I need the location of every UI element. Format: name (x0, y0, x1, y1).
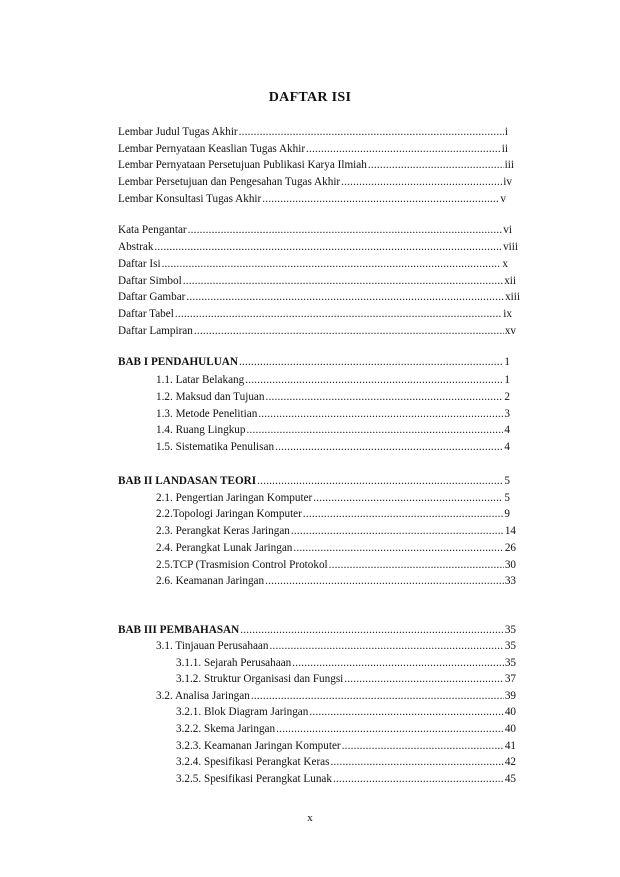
toc-entry-page: 14 (504, 525, 516, 537)
toc-entry-label: 2.6. Keamanan Jaringan (156, 575, 265, 587)
dot-leader (291, 524, 504, 538)
toc-entry-label: BAB II LANDASAN TEORI (118, 475, 257, 487)
dot-leader (293, 541, 503, 555)
toc-entry-label: 3.1. Tinjauan Perusahaan (156, 640, 269, 652)
dot-leader (186, 290, 504, 304)
toc-entry (176, 755, 516, 769)
dot-leader (240, 623, 504, 637)
toc-entry-label: Daftar Isi (118, 258, 161, 270)
dot-leader (333, 772, 504, 786)
toc-entry-label: Kata Pengantar (118, 224, 187, 236)
dot-leader (247, 423, 504, 437)
toc-entry-page: 39 (504, 690, 516, 702)
toc-entry-page: 5 (504, 475, 510, 487)
toc-entry-page: 35 (504, 624, 516, 636)
dot-leader (239, 355, 503, 369)
toc-entry (176, 772, 516, 786)
dot-leader (188, 223, 503, 237)
toc-entry (118, 257, 508, 271)
toc-entry (156, 423, 510, 437)
toc-entry-label: 3.2.1. Blok Diagram Jaringan (176, 706, 309, 718)
toc-entry (176, 672, 516, 686)
dot-leader (262, 192, 499, 206)
toc-entry (156, 507, 510, 521)
dot-leader (257, 474, 503, 488)
toc-entry-chapter (118, 623, 516, 637)
toc-entry-label: 3.2.5. Spesifikasi Perangkat Lunak (176, 773, 332, 785)
toc-entry-page: 41 (504, 740, 516, 752)
toc-entry (156, 390, 510, 404)
toc-entry-page: xiii (505, 291, 520, 303)
dot-leader (330, 755, 503, 769)
dot-leader (344, 672, 504, 686)
toc-entry-label: Lembar Persetujuan dan Pengesahan Tugas Akhir (118, 176, 341, 188)
toc-entry-label: 1.2. Maksud dan Tujuan (156, 391, 265, 403)
toc-entry (118, 192, 506, 206)
toc-entry-page: 3 (504, 408, 510, 420)
dot-leader (154, 240, 502, 254)
toc-entry-page: 35 (504, 640, 516, 652)
toc-entry (118, 324, 516, 338)
dot-leader (313, 491, 503, 505)
dot-leader (368, 158, 504, 172)
toc-entry (156, 689, 516, 703)
toc-entry-page: viii (503, 241, 518, 253)
toc-entry-chapter (118, 474, 510, 488)
dot-leader (245, 373, 503, 387)
toc-entry-page: 45 (504, 773, 516, 785)
toc-entry-page: 30 (504, 559, 516, 571)
toc-entry-page: 5 (504, 492, 510, 504)
toc-entry (156, 440, 510, 454)
dot-leader (275, 440, 503, 454)
dot-leader (265, 390, 503, 404)
toc-entry-label: 1.3. Metode Penelitian (156, 408, 258, 420)
toc-entry-label: Abstrak (118, 241, 154, 253)
toc-entry (176, 722, 516, 736)
toc-entry-label: 1.1. Latar Belakang (156, 374, 245, 386)
toc-entry (176, 739, 516, 753)
toc-entry-page: i (504, 126, 508, 138)
toc-entry-label: 3.1.1. Sejarah Perusahaan (176, 657, 292, 669)
dot-leader (239, 125, 504, 139)
toc-entry-page: x (502, 258, 508, 270)
dot-leader (162, 257, 502, 271)
toc-entry-label: Lembar Pernyataan Keaslian Tugas Akhir (118, 143, 306, 155)
toc-entry (156, 639, 516, 653)
toc-entry-page: 42 (504, 756, 516, 768)
toc-entry-page: 37 (504, 673, 516, 685)
toc-entry-page: ii (501, 143, 508, 155)
toc-entry-label: 2.2.Topologi Jaringan Komputer (156, 508, 302, 520)
toc-entry-page: 4 (504, 424, 510, 436)
toc-entry (156, 574, 516, 588)
toc-entry-page: vi (503, 224, 512, 236)
toc-entry-page: 35 (504, 657, 516, 669)
toc-entry-page: iv (503, 176, 512, 188)
toc-entry-page: xv (504, 325, 516, 337)
dot-leader (292, 656, 504, 670)
toc-entry-page: 1 (504, 374, 510, 386)
toc-entry-label: 3.2.3. Keamanan Jaringan Komputer (176, 740, 341, 752)
toc-entry-page: 2 (504, 391, 510, 403)
dot-leader (341, 175, 502, 189)
toc-entry-label: Lembar Pernyataan Persetujuan Publikasi Karya Ilmiah (118, 159, 367, 171)
toc-entry (118, 158, 514, 172)
toc-entry-label: BAB I PENDAHULUAN (118, 356, 238, 368)
toc-entry-label: 2.1. Pengertian Jaringan Komputer (156, 492, 313, 504)
toc-entry-page: 1 (504, 356, 510, 368)
toc-entry-label: Lembar Judul Tugas Akhir (118, 126, 238, 138)
toc-entry (156, 524, 516, 538)
toc-entry (118, 290, 520, 304)
toc-entry-label: 1.4. Ruang Lingkup (156, 424, 246, 436)
page-number: x (307, 812, 313, 824)
toc-entry-label: BAB III PEMBAHASAN (118, 624, 240, 636)
page-title: DAFTAR ISI (268, 90, 352, 105)
toc-entry-label: 1.5. Sistematika Penulisan (156, 441, 275, 453)
dot-leader (309, 705, 503, 719)
toc-entry (118, 175, 512, 189)
toc-entry-chapter (118, 355, 510, 369)
toc-entry-label: 3.2.4. Spesifikasi Perangkat Keras (176, 756, 330, 768)
dot-leader (342, 739, 504, 753)
toc-entry-page: xii (504, 275, 516, 287)
toc-entry (118, 223, 512, 237)
toc-entry-label: 2.3. Perangkat Keras Jaringan (156, 525, 290, 537)
toc-entry (118, 274, 516, 288)
dot-leader (270, 639, 504, 653)
toc-entry-page: ix (503, 308, 512, 320)
toc-entry (156, 407, 510, 421)
toc-entry-page: iii (504, 159, 514, 171)
toc-entry (156, 558, 516, 572)
dot-leader (276, 722, 504, 736)
toc-entry (118, 142, 508, 156)
toc-entry-page: 4 (504, 441, 510, 453)
dot-leader (251, 689, 504, 703)
toc-entry-label: 3.2.2. Skema Jaringan (176, 723, 276, 735)
toc-entry-page: 26 (504, 542, 516, 554)
toc-entry (156, 541, 516, 555)
toc-entry (118, 125, 508, 139)
toc-entry-label: Lembar Konsultasi Tugas Akhir (118, 193, 262, 205)
dot-leader (329, 558, 504, 572)
dot-leader (175, 307, 502, 321)
toc-entry-label: 3.2. Analisa Jaringan (156, 690, 250, 702)
dot-leader (303, 507, 504, 521)
toc-entry (156, 373, 510, 387)
toc-entry-page: 9 (504, 508, 510, 520)
toc-entry-label: 2.4. Perangkat Lunak Jaringan (156, 542, 293, 554)
toc-entry-label: 2.5.TCP (Trasmision Control Protokol (156, 559, 328, 571)
toc-entry-label: Daftar Tabel (118, 308, 174, 320)
toc-entry-label: Daftar Lampiran (118, 325, 193, 337)
toc-entry-page: 33 (504, 575, 516, 587)
toc-entry (176, 705, 516, 719)
toc-entry (156, 491, 510, 505)
dot-leader (194, 324, 504, 338)
toc-entry-label: Daftar Simbol (118, 275, 182, 287)
dot-leader (183, 274, 503, 288)
toc-entry-label: Daftar Gambar (118, 291, 186, 303)
toc-entry (176, 656, 516, 670)
dot-leader (258, 407, 503, 421)
dot-leader (265, 574, 504, 588)
toc-entry (118, 307, 512, 321)
toc-entry (118, 240, 518, 254)
dot-leader (306, 142, 501, 156)
toc-entry-page: v (500, 193, 506, 205)
toc-entry-page: 40 (504, 706, 516, 718)
toc-entry-label: 3.1.2. Struktur Organisasi dan Fungsi (176, 673, 344, 685)
toc-entry-page: 40 (504, 723, 516, 735)
